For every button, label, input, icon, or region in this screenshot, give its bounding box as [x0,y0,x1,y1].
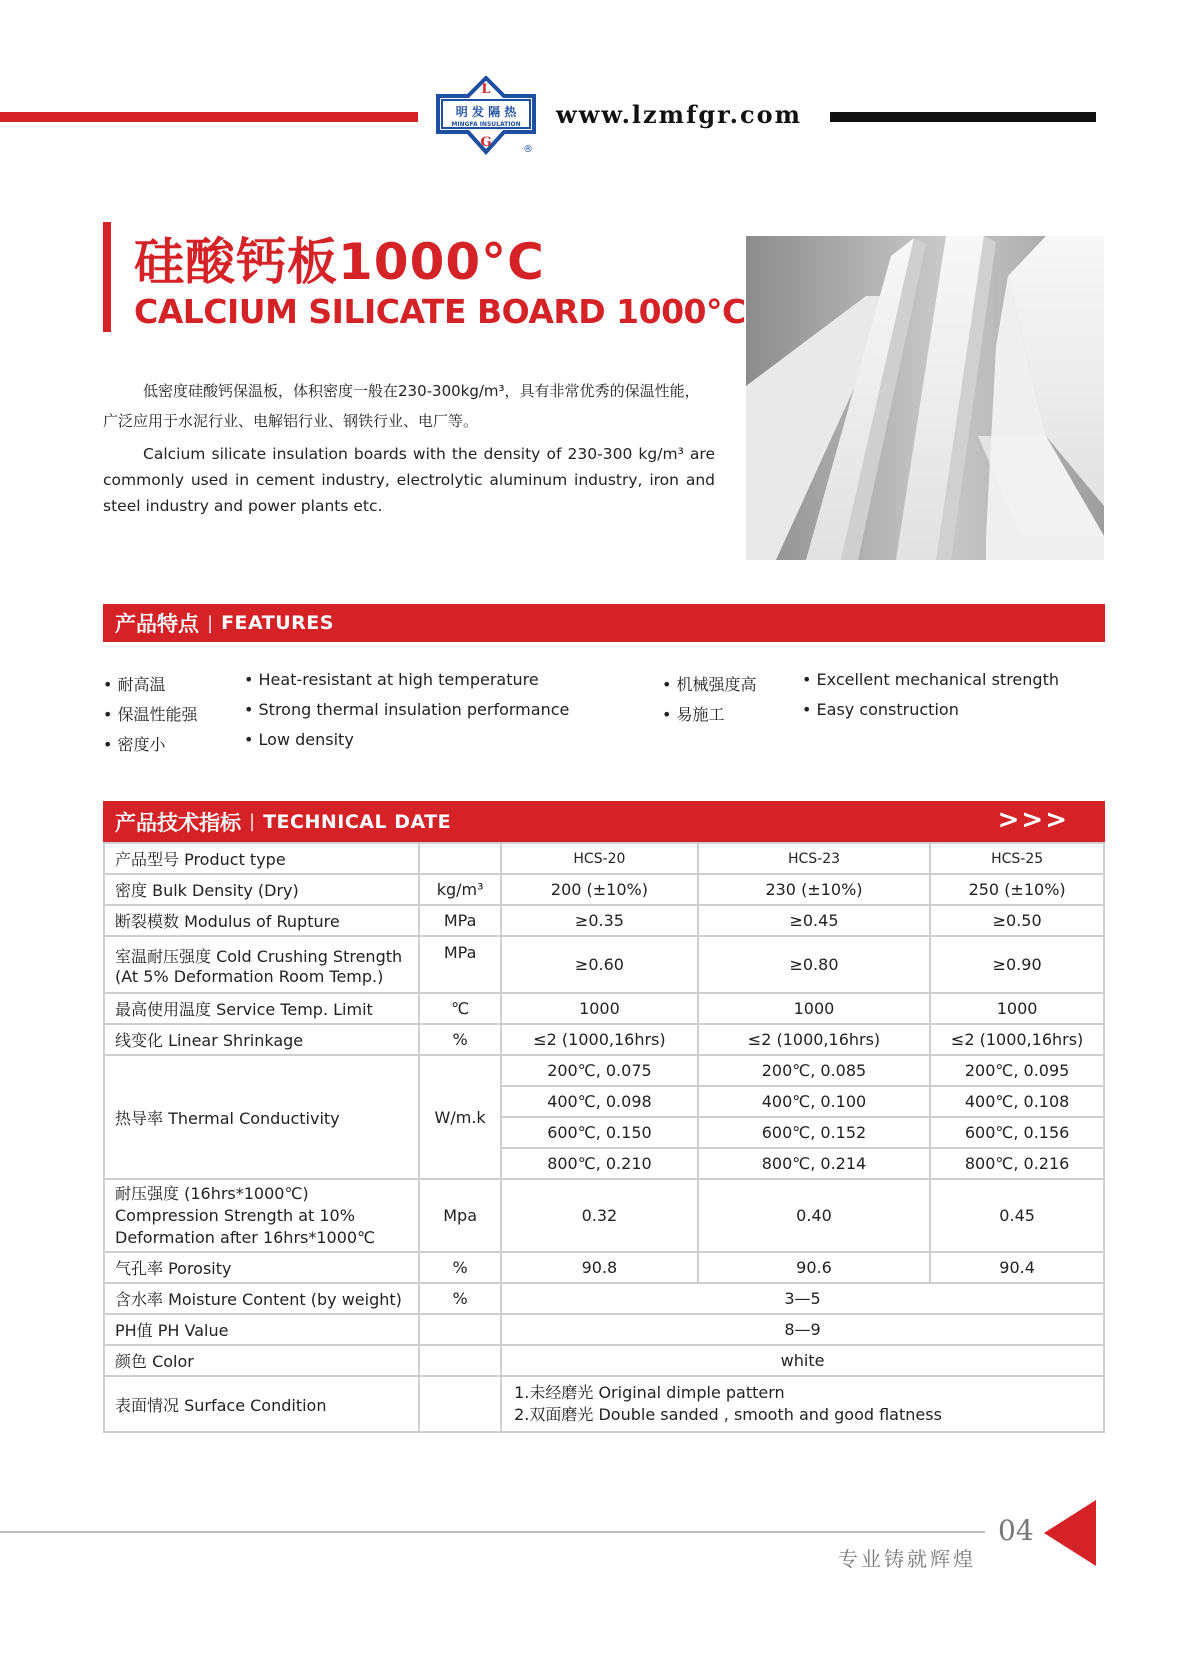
value-cell: 200℃, 0.095 [930,1055,1104,1086]
feature-item-en: • Strong thermal insulation performance [244,700,570,719]
table-row [104,905,1104,936]
footer-slogan: 专业铸就辉煌 [838,1547,976,1571]
value-cell: 600℃, 0.156 [930,1117,1104,1148]
value-cell: 1000 [698,993,930,1024]
svg-text:®: ® [523,144,533,155]
value-cell: 8—9 [501,1314,1104,1345]
row-label-line: 室温耐压强度 Cold Crushing Strength [115,946,403,966]
value-cell: 600℃, 0.150 [501,1117,698,1148]
value-cell: ≥0.35 [501,905,698,936]
technical-title-cn: 产品技术指标 [115,810,241,835]
value-cell: 400℃, 0.100 [698,1086,930,1117]
triangle-marker-icon [1040,1498,1100,1568]
technical-data-table [103,842,1105,1433]
table-row [104,1055,1104,1086]
value-cell: 800℃, 0.214 [698,1148,930,1179]
value-cell: ≥0.60 [501,936,698,993]
value-cell: 0.45 [930,1179,1104,1252]
value-cell: ≤2 (1000,16hrs) [501,1024,698,1055]
svg-text:G: G [480,135,492,150]
header-black-bar [830,112,1096,122]
unit-cell: % [419,1283,501,1314]
product-title-en: CALCIUM SILICATE BOARD 1000°C [134,292,746,331]
table-row [104,1376,1104,1432]
value-cell: 0.32 [501,1179,698,1252]
website-url[interactable]: www.lzmfgr.com [556,100,802,129]
feature-item-cn: • 保温性能强 [103,705,198,724]
row-label: 表面情况 Surface Condition [104,1376,419,1432]
value-cell: ≥0.90 [930,936,1104,993]
table-row [104,1252,1104,1283]
model-header: HCS-23 [698,843,930,874]
value-cell: 90.8 [501,1252,698,1283]
value-cell: 230 (±10%) [698,874,930,905]
features-title-cn: 产品特点 [115,612,199,636]
svg-text:明 发 隔 热: 明 发 隔 热 [455,105,517,119]
value-cell: 90.6 [698,1252,930,1283]
feature-item-en: • Heat-resistant at high temperature [244,670,539,689]
intro-text-cn: 低密度硅酸钙保温板，体积密度一般在230-300kg/m³，具有非常优秀的保温性能，广泛应用于水泥行业、电解铝行业、钢铁行业、电厂等。 [103,382,700,430]
row-label-line: Deformation after 16hrs*1000℃ [115,1227,376,1247]
features-separator: | [207,612,214,634]
unit-cell: kg/m³ [419,874,501,905]
value-cell: 200 (±10%) [501,874,698,905]
value-cell: ≥0.45 [698,905,930,936]
arrows-icon: >>> [997,805,1069,835]
features-section-header [103,604,1105,642]
row-label: 线变化 Linear Shrinkage [104,1024,419,1055]
title-accent-bar [103,222,111,332]
value-cell: 3—5 [501,1283,1104,1314]
value-cell: white [501,1345,1104,1376]
technical-section-header [103,801,1105,842]
table-row [104,1179,1104,1252]
row-label-line: Compression Strength at 10% [115,1205,355,1225]
header-red-bar [0,112,418,122]
page-number: 04 [998,1514,1034,1547]
value-cell: 90.4 [930,1252,1104,1283]
value-cell: 200℃, 0.075 [501,1055,698,1086]
product-boards-image [746,236,1104,560]
value-cell: ≤2 (1000,16hrs) [930,1024,1104,1055]
value-cell: 1000 [501,993,698,1024]
feature-item-en: • Easy construction [802,700,959,719]
value-cell [501,1376,1104,1432]
technical-title-en: TECHNICAL DATE [263,810,452,833]
table-row [104,936,1104,993]
value-cell: 400℃, 0.108 [930,1086,1104,1117]
row-label-line: (At 5% Deformation Room Temp.) [115,966,384,986]
unit-cell: ℃ [419,993,501,1024]
value-cell: 200℃, 0.085 [698,1055,930,1086]
intro-text-en: Calcium silicate insulation boards with the density of 230-300 kg/m³ are commonly used in cement industry, electrolytic aluminum industry, iron and steel industry and power plants etc. [103,445,715,515]
feature-item-cn: • 易施工 [662,705,725,724]
svg-text:MINGFA INSULATION: MINGFA INSULATION [451,121,521,128]
table-row [104,1024,1104,1055]
row-label [104,1179,419,1252]
value-cell: 400℃, 0.098 [501,1086,698,1117]
value-cell: 1000 [930,993,1104,1024]
surface-option: 1.未经磨光 Original dimple pattern [514,1383,785,1402]
unit-cell [419,843,501,874]
table-row [104,874,1104,905]
row-label: 密度 Bulk Density (Dry) [104,874,419,905]
technical-separator: | [249,811,256,832]
unit-cell: MPa [419,936,501,993]
feature-item-en: • Low density [244,730,354,749]
feature-item-cn: • 机械强度高 [662,675,757,694]
value-cell: 0.40 [698,1179,930,1252]
row-label-line: 耐压强度 (16hrs*1000℃) [115,1183,309,1203]
row-label: 含水率 Moisture Content (by weight) [104,1283,419,1314]
row-label: 热导率 Thermal Conductivity [104,1055,419,1179]
table-row [104,1314,1104,1345]
product-title-cn: 硅酸钙板1000°C [134,233,545,291]
value-cell: ≥0.80 [698,936,930,993]
unit-cell: Mpa [419,1179,501,1252]
value-cell: 600℃, 0.152 [698,1117,930,1148]
value-cell: ≥0.50 [930,905,1104,936]
model-header: HCS-20 [501,843,698,874]
unit-cell: % [419,1252,501,1283]
row-label: 最高使用温度 Service Temp. Limit [104,993,419,1024]
table-row [104,1283,1104,1314]
footer-divider [0,1531,985,1533]
value-cell: 800℃, 0.210 [501,1148,698,1179]
svg-text:L: L [481,82,491,97]
feature-item-en: • Excellent mechanical strength [802,670,1059,689]
unit-cell [419,1345,501,1376]
table-row [104,993,1104,1024]
unit-cell [419,1376,501,1432]
surface-option: 2.双面磨光 Double sanded , smooth and good flatness [514,1405,942,1424]
unit-cell [419,1314,501,1345]
row-label: 断裂模数 Modulus of Rupture [104,905,419,936]
unit-cell: W/m.k [419,1055,501,1179]
unit-cell: % [419,1024,501,1055]
feature-item-cn: • 耐高温 [103,675,166,694]
row-label: 产品型号 Product type [104,843,419,874]
mingfa-logo [434,76,538,156]
row-label: PH值 PH Value [104,1314,419,1345]
features-title-en: FEATURES [221,612,334,634]
feature-item-cn: • 密度小 [103,735,166,754]
model-header: HCS-25 [930,843,1104,874]
row-label [104,936,419,993]
value-cell: 800℃, 0.216 [930,1148,1104,1179]
value-cell: 250 (±10%) [930,874,1104,905]
value-cell: ≤2 (1000,16hrs) [698,1024,930,1055]
unit-cell: MPa [419,905,501,936]
row-label: 气孔率 Porosity [104,1252,419,1283]
table-row [104,843,1104,874]
table-row [104,1345,1104,1376]
row-label: 颜色 Color [104,1345,419,1376]
